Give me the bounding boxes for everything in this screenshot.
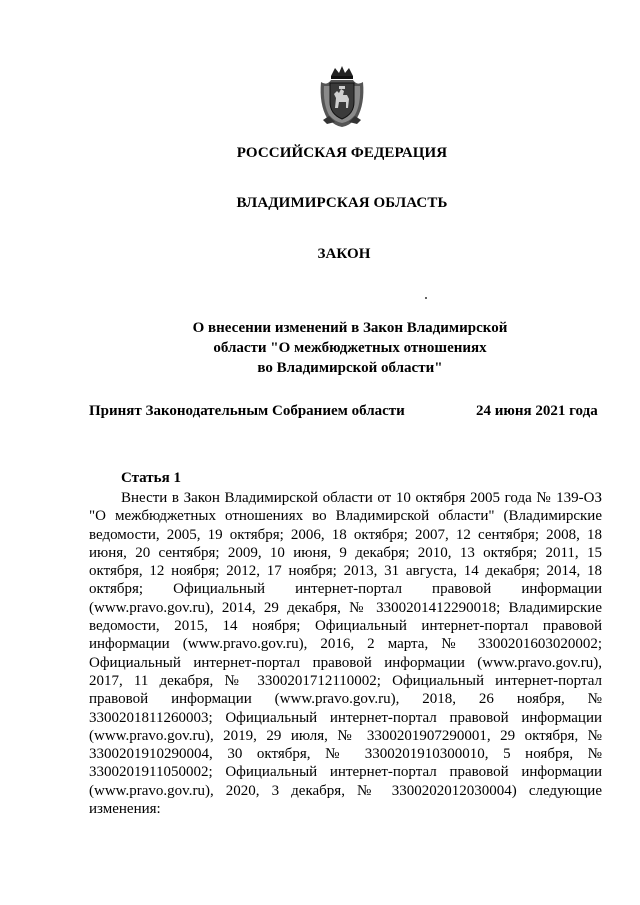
law-title-line-1: О внесении изменений в Закон Владимирской [192,320,508,336]
document-type-heading: ЗАКОН [317,246,371,262]
law-title [140,318,560,378]
country-heading: РОССИЙСКАЯ ФЕДЕРАЦИЯ [236,145,448,161]
vladimir-coat-of-arms-icon [317,64,367,128]
adoption-label: Принят Законодательным Собранием области [89,403,405,419]
scan-speck [425,297,427,299]
law-title-line-3: во Владимирской области" [257,360,443,376]
article-text: Внести в Закон Владимирской области от 10 октября 2005 года № 139-ОЗ "О межбюджетных отношениях во Владимирской области" (Владимирские ведомости, 2005, 19 октября; 2006, 18 октября; 2007, 12 сентября; 2008, 18 июня, 20 сентября; 2009, 10 июня, 9 декабря; 2010, 13 октября; 2011, 15 октября, 12 ноября; 2012, 17 ноября; 2013, 31 августа, 14 декабря; 2014, 18 октября; Официальный интернет-портал правовой информации (www.pravo.gov.ru), 2014, 29 декабря, № 3300201412290018; Владимирские ведомости, 2015, 14 ноября; Официальный интернет-портал правовой информации (www.pravo.gov.ru), 2016, 2 марта, № 3300201603020002; Официальный интернет-портал правовой информации (www.pravo.gov.ru), 2017, 11 декабря, № 3300201712110002; Официальный интернет-портал правовой информации (www.pravo.gov.ru), 2018, 26 ноября, № 3300201811260003; Официальный интернет-портал правовой информации (www.pravo.gov.ru), 2019, 29 июля, № 3300201907290001, 29 октября, № 3300201910290004, 30 октября, № 3300201910300010, 5 ноября, № 3300201911050002; Официальный интернет-портал правовой информации (www.pravo.gov.ru), 2020, 3 декабря, № 3300202012030004) следующие изменения: [89,490,602,818]
article-heading: Статья 1 [121,470,181,486]
region-heading: ВЛАДИМИРСКАЯ ОБЛАСТЬ [236,195,448,211]
adoption-date: 24 июня 2021 года [476,403,598,419]
law-title-line-2: области "О межбюджетных отношениях [213,340,487,356]
